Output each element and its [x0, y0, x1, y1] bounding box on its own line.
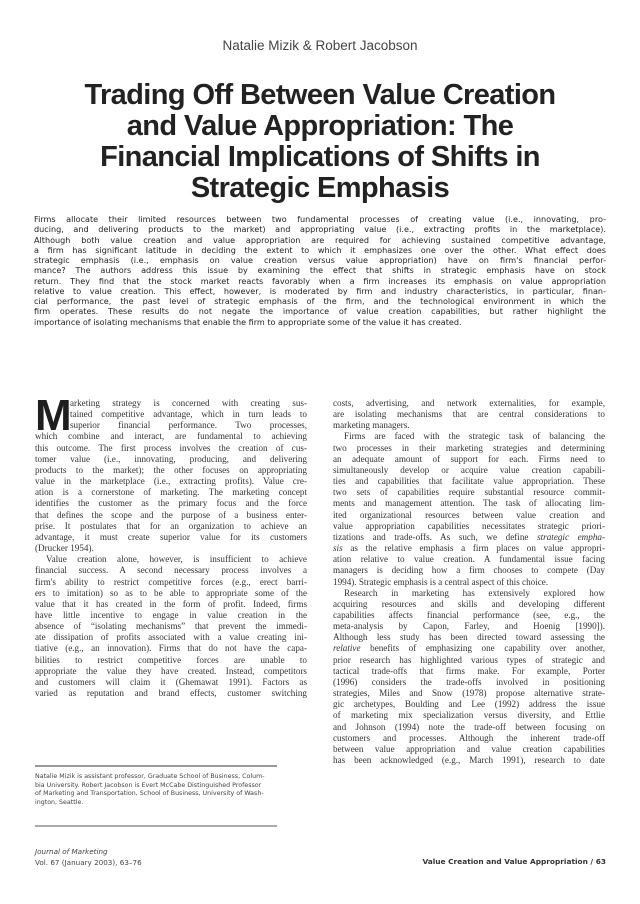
body-line: has been acknowledged (e.g., March 1991), research to date: [333, 755, 605, 765]
footnote-line: Natalie Mizik is assistant professor, Graduate School of Business, Colum-: [35, 773, 265, 780]
body-line: superior financial performance. Two processes,: [70, 420, 307, 431]
abstract-line: relative to value creation. This effect, however, is moderated by firm and industry characteristics, in particular, finan-: [34, 285, 606, 296]
abstract-line: cial performance, the past level of strategic emphasis of the firm, and the technological environment in which the: [34, 296, 606, 306]
emphasized-term: strategic empha-: [537, 531, 605, 542]
body-line: between value appropriation and value creation capabilities: [333, 743, 605, 754]
paragraph: [333, 431, 605, 587]
body-line: Firms are faced with the strategic task of balancing the: [344, 431, 605, 442]
body-line: ation relative to value creation. A fundamental issue facing: [333, 554, 605, 565]
footnote-line: ington, Seattle.: [35, 798, 84, 806]
body-line: value in the marketplace (i.e., extracting profits). Value cre-: [35, 476, 307, 487]
body-line: tiative (e.g., an innovation). Firms that do not have the capa-: [35, 643, 307, 654]
opening-paragraph: [35, 391, 307, 554]
body-line: customers and processes. Although the inherent trade-off: [333, 732, 605, 743]
body-line: (Drucker 1954).: [35, 543, 94, 554]
journal-volume: Vol. 67 (January 2003), 63–76: [35, 858, 142, 867]
body-line: ers to imitation) so as to be able to appropriate some of the: [35, 587, 307, 598]
abstract-line: Although both value creation and value appropriation are required for achieving sustained competitive advantage,: [34, 234, 606, 245]
running-footer: Value Creation and Value Appropriation / 63: [422, 857, 606, 866]
body-line: ate dissipation of profits associated with a value creating ini-: [35, 632, 307, 643]
body-line: Value creation alone, however, is insufficient to achieve: [46, 554, 307, 565]
body-line: two sets of capabilities require substantial resource commit-: [333, 487, 605, 498]
body-line: an adequate amount of support for each. Firms need to: [333, 453, 605, 464]
body-line: Research in marketing has extensively explored how: [344, 587, 605, 598]
journal-citation: [35, 846, 142, 868]
abstract-line: Firms allocate their limited resources between two fundamental processes of creating value (i.e., innovating, pro-: [34, 214, 606, 224]
body-line: value appropriation capabilities necessitates strategic priori-: [333, 520, 605, 531]
body-line: appropriate the value they have created. Instead, competitors: [35, 665, 307, 676]
body-line: and customers will claim it (Ghemawat 1991). Factors as: [35, 676, 307, 687]
body-line: and Johnson (1994) note the trade-off between focusing on: [333, 721, 605, 732]
body-line: this outcome. The first process involves the creation of cus-: [35, 442, 307, 453]
footnote-divider-bottom: [35, 825, 277, 827]
abstract: [34, 214, 606, 327]
body-line: marketing managers.: [333, 420, 410, 431]
body-line: gic archetypes, Boulding and Lee (1992) address the issue: [333, 699, 605, 710]
body-line: (1996) considers the trade-offs involved in positioning: [333, 676, 605, 687]
title-line: and Value Appropriation: The: [126, 110, 514, 142]
body-line: two processes in their marketing strategies and determining: [333, 442, 605, 453]
body-line: Although less study has been directed toward assessing the: [333, 632, 605, 643]
body-line: ation is a cornerstone of marketing. The marketing concept: [35, 487, 307, 498]
abstract-line: ducing, and delivering products to the market) and appropriating value (i.e., extracting profits in the marketplace).: [34, 224, 606, 235]
body-line: firm's ability to restrict competitive forces (e.g., erect barri-: [35, 576, 307, 587]
drop-cap: M: [35, 391, 72, 440]
body-line: [333, 532, 605, 543]
text-run: benefits of emphasizing one capability over another,: [360, 643, 605, 654]
emphasized-term: sis: [333, 543, 343, 554]
body-line: 1994). Strategic emphasis is a central aspect of this choice.: [333, 576, 549, 587]
body-line: ties and capabilities that facilitate value appropriation. These: [333, 476, 605, 487]
emphasized-term: relative: [333, 643, 361, 654]
author-footnote: [35, 773, 277, 807]
author-byline: Natalie Mizik & Robert Jacobson: [222, 38, 418, 53]
footnote-divider: [35, 765, 277, 767]
body-line: meta-analysis by Capon, Farley, and Hoenig [1990]).: [333, 621, 605, 632]
body-line: prior research has highlighted various types of strategic and: [333, 654, 605, 665]
text-run: as the relative emphasis a firm places on value appropri-: [342, 543, 605, 554]
body-line: managers is deciding how a firm chooses to compete (Day: [333, 565, 605, 576]
body-line: are isolating mechanisms that are central considerations to: [333, 409, 605, 420]
body-line: absence of “isolating mechanisms” that prevent the immedi-: [35, 621, 307, 632]
body-line: varied as reputation and brand effects, customer switching: [35, 688, 307, 699]
text-run: tizations and trade-offs. As such, we define: [333, 531, 538, 542]
body-line: financial success. A second necessary process involves a: [35, 565, 307, 576]
body-line: advantage, it must create superior value for its customers: [35, 531, 307, 542]
body-line: products to the market); the other focuses on appropriating: [35, 464, 307, 475]
body-line: tained competitive advantage, which in turn leads to: [70, 409, 307, 420]
body-line: have little incentive to engage in value creation in the: [35, 609, 307, 620]
abstract-line: strategic emphasis (i.e., emphasis on value creation versus value appropriation) have on firm's financial perfor-: [34, 255, 606, 265]
body-line: arketing strategy is concerned with creating sus-: [70, 398, 307, 408]
abstract-line: importance of isolating mechanisms that enable the firm to appropriate some of the value it has created.: [34, 316, 462, 327]
body-line: simultaneously develop or acquire value creation capabili-: [333, 464, 605, 475]
body-line: strategies, Miles and Snow (1978) propose alternative strate-: [333, 688, 605, 699]
title-line: Financial Implications of Shifts in: [100, 141, 540, 173]
paragraph: [333, 588, 605, 767]
abstract-line: mance? The authors address this issue by examining the effect that shifts in strategic emphasis have on stock: [34, 265, 606, 276]
paper-title: [30, 80, 610, 204]
body-line: ited organizational resources between value creation and: [333, 509, 605, 520]
body-line: of marketing mix specialization versus diversity, and Ettlie: [333, 710, 605, 721]
body-line: ments and management attention. The task of allocating lim-: [333, 498, 605, 509]
footnote-line: bia University. Robert Jacobson is Evert McCabe Distinguished Professor: [35, 781, 262, 789]
body-line: bilities to restrict competitive forces are unable to: [35, 654, 307, 665]
abstract-line: firm operates. These results do not negate the importance of value creation capabilities, but rather highlight the: [34, 306, 606, 317]
body-line: tactical trade-offs that firms make. For example, Porter: [333, 665, 605, 676]
body-column-right: [333, 398, 605, 766]
abstract-line: return. They find that the stock market reacts favorably when a firm increases its emphasis on value appropriation: [34, 275, 606, 286]
body-line: tomer value (i.e., innovating, producing, and delivering: [35, 453, 307, 464]
journal-name: Journal of Marketing: [35, 847, 108, 856]
body-line: costs, advertising, and network externalities, for example,: [333, 398, 605, 408]
body-line: [333, 643, 605, 654]
body-column-left: [35, 391, 307, 699]
body-line: that defines the scope and the purpose of a business enter-: [35, 509, 307, 520]
body-line: value that it has created in the form of profit. Indeed, firms: [35, 598, 307, 609]
body-line: capabilities affects financial performance (see, e.g., the: [333, 609, 605, 620]
body-line: [333, 543, 605, 554]
title-line: Trading Off Between Value Creation: [84, 79, 556, 111]
paragraph: [35, 554, 307, 699]
paragraph: [333, 398, 605, 431]
abstract-line: a firm has significant latitude in deciding the extent to which it emphasizes one over the other. What effect does: [34, 244, 606, 255]
body-line: which combine and interact, are fundamental to achieving: [35, 431, 307, 442]
body-line: prise. It postulates that for an organization to achieve an: [35, 520, 307, 531]
footnote-line: of Marketing and Transportation, School of Business, University of Wash-: [35, 790, 264, 798]
body-line: acquiring resources and skills and developing different: [333, 598, 605, 609]
title-line: Strategic Emphasis: [190, 172, 450, 204]
body-line: identifies the customer as the primary focus and the force: [35, 498, 307, 509]
